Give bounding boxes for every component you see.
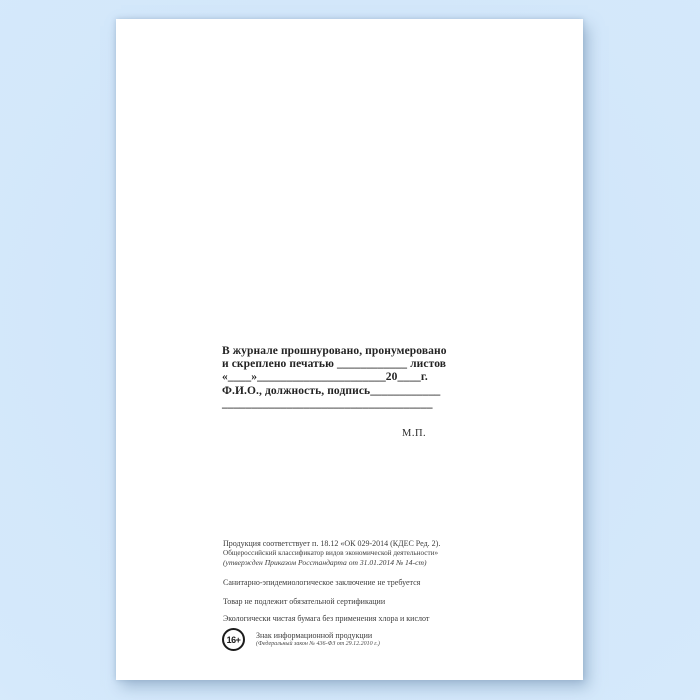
binding-statement [222, 345, 452, 411]
compliance-line-1: Продукция соответствует п. 18.12 «ОК 029-2014 (КДЕС Ред. 2). [223, 539, 441, 548]
journal-back-page [116, 19, 583, 680]
age-16-badge-icon: 16+ [222, 628, 245, 651]
certification-note: Товар не подлежит обязательной сертификации [223, 597, 386, 606]
age-rating-label: Знак информационной продукции [256, 631, 373, 640]
age-rating-text [256, 628, 380, 648]
sanitary-note: Санитарно-эпидемиологическое заключение не требуется [223, 578, 421, 587]
compliance-line-3: (утвержден Приказом Росстандарта от 31.01.2014 № 14-ст) [223, 558, 427, 568]
binding-line-5: ____________________________________ [222, 397, 433, 410]
binding-line-3: «____»______________________20____г. [222, 371, 428, 384]
eco-note: Экологически чистая бумага без применения хлора и кислот [223, 614, 430, 623]
compliance-line-2: Общероссийский классификатор видов экономической деятельности» [223, 548, 439, 557]
binding-line-2: и скреплено печатью ____________ листов [222, 358, 447, 371]
stamp-placeholder: М.П. [402, 428, 427, 439]
age-rating-law: (Федеральный закон № 436-ФЗ от 29.12.2010 г.) [256, 641, 380, 647]
age-rating [222, 628, 380, 651]
compliance-note [223, 539, 473, 568]
binding-line-4: Ф.И.О., должность, подпись____________ [222, 384, 441, 397]
binding-line-1: В журнале прошнуровано, пронумеровано [222, 345, 447, 357]
